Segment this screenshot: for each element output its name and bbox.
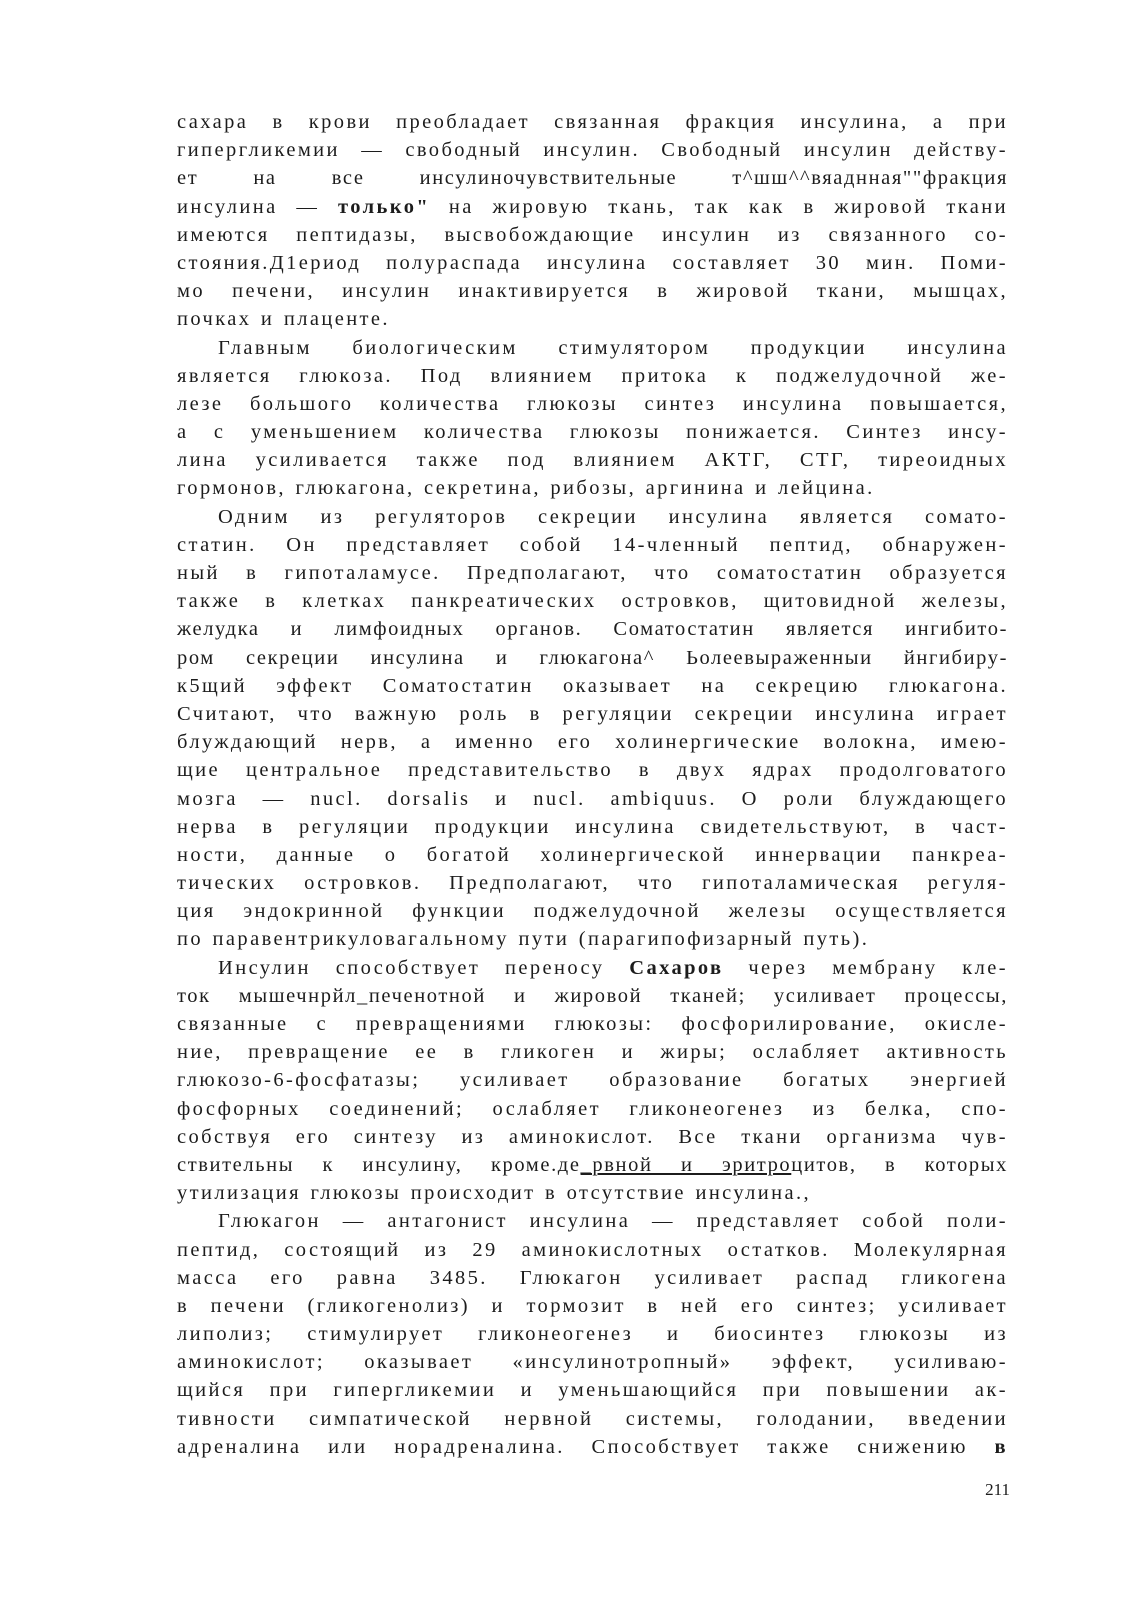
text-segment: цитов, в которых bbox=[791, 1153, 1009, 1176]
text-segment: тических островков. Предполагают, что гипоталамическая регуля- bbox=[177, 872, 1008, 895]
text-segment: Сахаров bbox=[629, 956, 724, 979]
text-segment: липолиз; стимулирует гликонеогенез и биосинтез глюкозы из bbox=[177, 1323, 1008, 1346]
text-segment: утилизация глюкозы происходит в отсутствие инсулина., bbox=[177, 1182, 812, 1205]
text-line bbox=[177, 1010, 1008, 1038]
text-line bbox=[177, 334, 1008, 362]
text-line bbox=[177, 1151, 1008, 1179]
text-segment: аминокислот; оказывает «инсулинотропный» эффект, усиливаю- bbox=[177, 1351, 1008, 1374]
text-segment: лина усиливается также под влиянием АКТГ, СТГ, тиреоидных bbox=[177, 449, 1008, 472]
text-line bbox=[177, 841, 1008, 869]
text-line bbox=[177, 305, 1008, 333]
text-line bbox=[177, 531, 1008, 559]
text-segment: в bbox=[994, 1435, 1008, 1458]
text-segment: блуждающий нерв, а именно его холинергические волокна, имею- bbox=[177, 731, 1008, 754]
text-line bbox=[177, 1236, 1008, 1264]
text-segment: масса его равна 3485. Глюкагон усиливает распад гликогена bbox=[177, 1266, 1008, 1289]
text-segment: ет на все инсулиночувствительные т^шш^^вяаднная""фракция bbox=[177, 167, 1008, 190]
text-segment: ние, превращение ее в гликоген и жиры; ослабляет активность bbox=[177, 1041, 1008, 1064]
text-line bbox=[177, 1123, 1008, 1151]
text-segment: ток мышечнрйл_печенотной и жировой тканей; усиливает процессы, bbox=[177, 984, 1008, 1007]
text-segment: Считают, что важную роль в регуляции секреции инсулина играет bbox=[177, 702, 1008, 725]
text-segment: ности, данные о богатой холинергической иннервации панкреа- bbox=[177, 843, 1008, 866]
page-number: 211 bbox=[985, 1480, 1010, 1499]
text-segment: инсулина — bbox=[177, 195, 339, 218]
text-segment: мозга — nucl. dorsalis и nucl. ambiquus. О роли блуждающего bbox=[177, 787, 1008, 810]
text-segment: Глюкагон — антагонист инсулина — представляет собой поли- bbox=[218, 1210, 1008, 1233]
text-segment: собствуя его синтезу из аминокислот. Все ткани организма чув- bbox=[177, 1125, 1008, 1148]
text-line bbox=[177, 644, 1008, 672]
text-line bbox=[177, 728, 1008, 756]
text-segment: гипергликемии — свободный инсулин. Свободный инсулин действу- bbox=[177, 139, 1008, 162]
text-line bbox=[177, 925, 1008, 953]
text-line bbox=[177, 785, 1008, 813]
text-segment: щийся при гипергликемии и уменьшающийся при повышении ак- bbox=[177, 1379, 1008, 1402]
text-segment: тивности симпатической нервной системы, голодании, введении bbox=[177, 1407, 1008, 1430]
text-segment: гормонов, глюкагона, секретина, рибозы, аргинина и лейцина. bbox=[177, 477, 875, 500]
text-segment: почках и плаценте. bbox=[177, 308, 390, 331]
text-segment: Инсулин способствует переносу bbox=[218, 956, 630, 979]
text-segment: Одним из регуляторов секреции инсулина является сомато- bbox=[218, 505, 1008, 528]
text-line bbox=[177, 982, 1008, 1010]
text-line bbox=[177, 193, 1008, 221]
text-line bbox=[177, 1179, 1008, 1207]
text-segment: ром секреции инсулина и глюкагона^ Ьолеевыраженныи йнгибиру- bbox=[177, 646, 1008, 669]
text-line bbox=[177, 1348, 1008, 1376]
text-segment: также в клетках панкреатических островков, щитовидной железы, bbox=[177, 590, 1008, 613]
text-segment: к5щий эффект Соматостатин оказывает на секрецию глюкагона. bbox=[177, 674, 1008, 697]
text-segment: _рвной и эритро bbox=[580, 1153, 792, 1176]
text-segment: желудка и лимфоидных органов. Соматостатин является ингибито- bbox=[177, 618, 1008, 641]
text-segment: через мембрану кле- bbox=[723, 956, 1008, 979]
text-line bbox=[177, 1292, 1008, 1320]
text-line bbox=[177, 221, 1008, 249]
text-line bbox=[177, 503, 1008, 531]
text-line bbox=[177, 136, 1008, 164]
text-segment: только" bbox=[338, 195, 431, 218]
text-line bbox=[177, 249, 1008, 277]
text-line bbox=[177, 446, 1008, 474]
text-line bbox=[177, 108, 1008, 136]
text-segment: статин. Он представляет собой 14-членный пептид, обнаружен- bbox=[177, 533, 1008, 556]
text-segment: мо печени, инсулин инактивируется в жировой ткани, мышцах, bbox=[177, 280, 1008, 303]
text-line bbox=[177, 897, 1008, 925]
text-segment: по паравентрикуловагальному пути (парагипофизарный путь). bbox=[177, 928, 870, 951]
text-line bbox=[177, 954, 1008, 982]
text-segment: Главным биологическим стимулятором продукции инсулина bbox=[218, 336, 1008, 359]
text-line bbox=[177, 1066, 1008, 1094]
text-line bbox=[177, 1405, 1008, 1433]
text-line bbox=[177, 700, 1008, 728]
text-segment: связанные с превращениями глюкозы: фосфорилирование, окисле- bbox=[177, 1013, 1008, 1035]
text-segment: а с уменьшением количества глюкозы понижается. Синтез инсу- bbox=[177, 421, 1008, 444]
text-line bbox=[177, 164, 1008, 192]
text-segment: щие центральное представительство в двух ядрах продолговатого bbox=[177, 759, 1008, 782]
text-line bbox=[177, 362, 1008, 390]
text-segment: лезе большого количества глюкозы синтез инсулина повышается, bbox=[177, 392, 1008, 415]
text-line bbox=[177, 1038, 1008, 1066]
text-line bbox=[177, 1320, 1008, 1348]
text-line bbox=[177, 672, 1008, 700]
text-segment: в печени (гликогенолиз) и тормозит в ней его синтез; усиливает bbox=[177, 1294, 1008, 1317]
text-segment: нерва в регуляции продукции инсулина свидетельствуют, в част- bbox=[177, 815, 1008, 838]
text-line bbox=[177, 1264, 1008, 1292]
text-segment: глюкозо-6-фосфатазы; усиливает образование богатых энергией bbox=[177, 1069, 1008, 1092]
text-line bbox=[177, 559, 1008, 587]
text-segment: стояния.Д1ериод полураспада инсулина составляет 30 мин. Поми- bbox=[177, 251, 1008, 274]
text-segment: ный в гипоталамусе. Предполагают, что соматостатин образуется bbox=[177, 562, 1008, 584]
text-segment: пептид, состоящий из 29 аминокислотных остатков. Молекулярная bbox=[177, 1238, 1008, 1261]
text-segment: адреналина или норадреналина. Способствует также снижению bbox=[177, 1435, 995, 1458]
text-line bbox=[177, 869, 1008, 897]
body-text bbox=[177, 108, 1008, 1461]
text-segment: ствительны к инсулину, кроме.де bbox=[177, 1153, 581, 1176]
text-line bbox=[177, 615, 1008, 643]
text-segment: на жировую ткань, так как в жировой ткани bbox=[430, 195, 1008, 218]
text-segment: ция эндокринной функции поджелудочной железы осуществляется bbox=[177, 900, 1008, 923]
text-line bbox=[177, 277, 1008, 305]
text-line bbox=[177, 1095, 1008, 1123]
text-segment: является глюкоза. Под влиянием притока к поджелудочной же- bbox=[177, 364, 1008, 387]
text-line bbox=[177, 756, 1008, 784]
text-segment: имеются пептидазы, высвобождающие инсулин из связанного со- bbox=[177, 223, 1008, 246]
text-segment: сахара в крови преобладает связанная фракция инсулина, а при bbox=[177, 111, 1008, 133]
text-line bbox=[177, 1433, 1008, 1461]
text-line bbox=[177, 1376, 1008, 1404]
text-line bbox=[177, 587, 1008, 615]
text-line bbox=[177, 1207, 1008, 1235]
text-line bbox=[177, 390, 1008, 418]
text-line bbox=[177, 474, 1008, 502]
text-segment: фосфорных соединений; ослабляет гликонеогенез из белка, спо- bbox=[177, 1097, 1008, 1120]
text-line bbox=[177, 418, 1008, 446]
text-line bbox=[177, 813, 1008, 841]
